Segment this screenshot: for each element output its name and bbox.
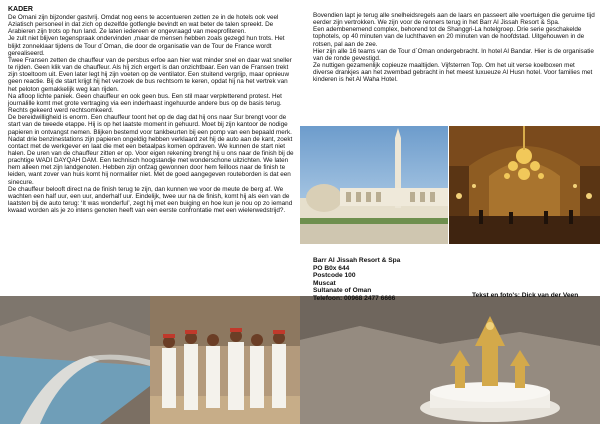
mosque-exterior-photo <box>300 126 448 244</box>
left-paragraph: Je zult niet blijven tegenspraak ondervinden ,maar de mensen hebben zoals gezegd hun trots. Het blijkt zonneklaar tijdens de Tour d´Oman, die door de organisatie van de Tour de France wordt gerealiseerd. <box>8 35 285 57</box>
contact-city: Muscat <box>313 279 336 287</box>
contact-country: Sultanate of Oman <box>313 287 372 295</box>
left-paragraph: De bereidwilligheid is enorm. Een chauffeur toont het op de dag dat hij ons naar Sur brengt voor de start van de tweede etappe. Hij is op het laatste moment in gehuurd. Moet bij zijn kantoor de nodige papieren in ontvangst nemen. Blijken bestemd voor tankbeurten bij een pomp van een bepaald merk. Nadat drie benzinestations zijn papieren ongeldig hebben verklaard zet hij de auto aan de kant, zoekt contact met de werkgever en laat die met een betaalpas komen opdraven. We kunnen de start niet halen. De uren van de chauffeur zitten er op. Voor eigen rekening brengt hij u ons naar de finish bij de prachtige WADI DAYQAH DAM. Een technisch hoogstandje met wonderschone uitzichten. We laten hem alleen met zijn landgenoten. Hebben zijn onfzag gewonnen door hem feilloos naar de finish te leiden, want zover van huis komt hij normaliter niet. Met de goed aangegeven routeborden is dat een sinecure. <box>8 114 294 186</box>
right-paragraph: Bovendien lapt je terug alle snelheidsregels aan de laars en passeert alle voertuigen die geruime tijd eerder zijn vertrokken. We zijn voor de renners terug in het Barr Al Jissah Resort & Spa. <box>313 12 595 27</box>
left-paragraph: Twee Fransen zetten de chauffeur van de persbus erfoe aan hier wat minder snel en daar wat sneller te rijden. Geen klik van de chauffeur. Als hij zich ergert is dan onzichtbaar. Een van de Fransen trekt zijn stoeltoom uit. Even later legt hij zijn voeten op de ventilator. Een stuitend vergrijp, maar opnieuw geen reactie. Bij de start krijgt hij het verzoek de bus rechtsom te keren, opdat hij na het vertrek van het peloton gemakkelijk weg kan rijden. <box>8 56 292 93</box>
contact-phone: Telefoon: 00968 2477 6666 <box>313 294 396 302</box>
left-text-column <box>8 6 298 214</box>
monument-photo <box>300 296 600 424</box>
right-paragraph: Een adembenemend complex, behorend tot de Shanggri-La hotelgroep. Drie serie geschakelde tophotels, op 40 minuten van de luchthaven en 20 minuten van de hoofdstad. Uitgehouwen in de rotsen, pal aan de zee. <box>313 26 585 48</box>
article-heading: KADER <box>8 6 33 13</box>
contact-postcode: Postcode 100 <box>313 272 356 280</box>
dam-photo <box>0 296 150 424</box>
left-paragraph: De Omani zijn bijzonder gastvrij. Omdat nog eens te accentueren zetten ze in de hotels ook veel Aziatisch personeel in dat zich op dezelfde gotfengle bevindt en wat beter de talen spreekt. De Arabieren zijn trots op hun land. Ze laten iedereen er ongevraagd van meeprofiteren. <box>8 14 279 36</box>
contact-resort-name: Barr Al Jissah Resort & Spa <box>313 257 401 264</box>
contact-block <box>313 257 473 303</box>
right-text-column <box>313 12 595 84</box>
contact-po-box: PO B0x 644 <box>313 264 350 272</box>
left-paragraph: De chauffeur belooft direct na de finish terug te zijn, dan kunnen we voor de meute de berg af. We wachten een half uur, een uur, anderhalf uur. Eindelijk, twee uur na de finish, komt hij als een van de laatsten bij de auto terug: ‘It was wonderful’, zegt hij met een buiging en hoe kun je nou op zo iemand kwaad worden als je zo intens genoten heeft van een eerste confrontatie met een wielerwedstrijd?. <box>8 185 293 215</box>
omani-men-photo <box>150 296 300 424</box>
right-paragraph: Ze nuttigen gezamenlijk copieuze maaltijden. Vijfsterren Top. Om het uit verse koelboxen met diverse drankjes aan het zwembad gebracht in het meest luxueuze Al Husn hotel. Voor families met kinderen is het Al Waha Hotel. <box>313 62 593 84</box>
photo-credit: Tekst en foto's: Dick van der Veen <box>472 292 579 299</box>
right-paragraph: Hier zijn alle 16 teams van de Tour d´Oman ondergebracht. In hotel Al Bandar. Hier is de organisatie van de ronde gevestigd. <box>313 47 594 62</box>
left-paragraph: Na afloop lichte paniek. Geen chauffeur en ook geen bus. Een stil maar verpletterend protest. Het journalille komt met grote vertraging via een inderhaast ingehuurde andere bus op de basis terug. Rechts gekeerd werd rechtsomkeerd. <box>8 92 282 115</box>
chandelier-hall-photo <box>449 126 600 244</box>
